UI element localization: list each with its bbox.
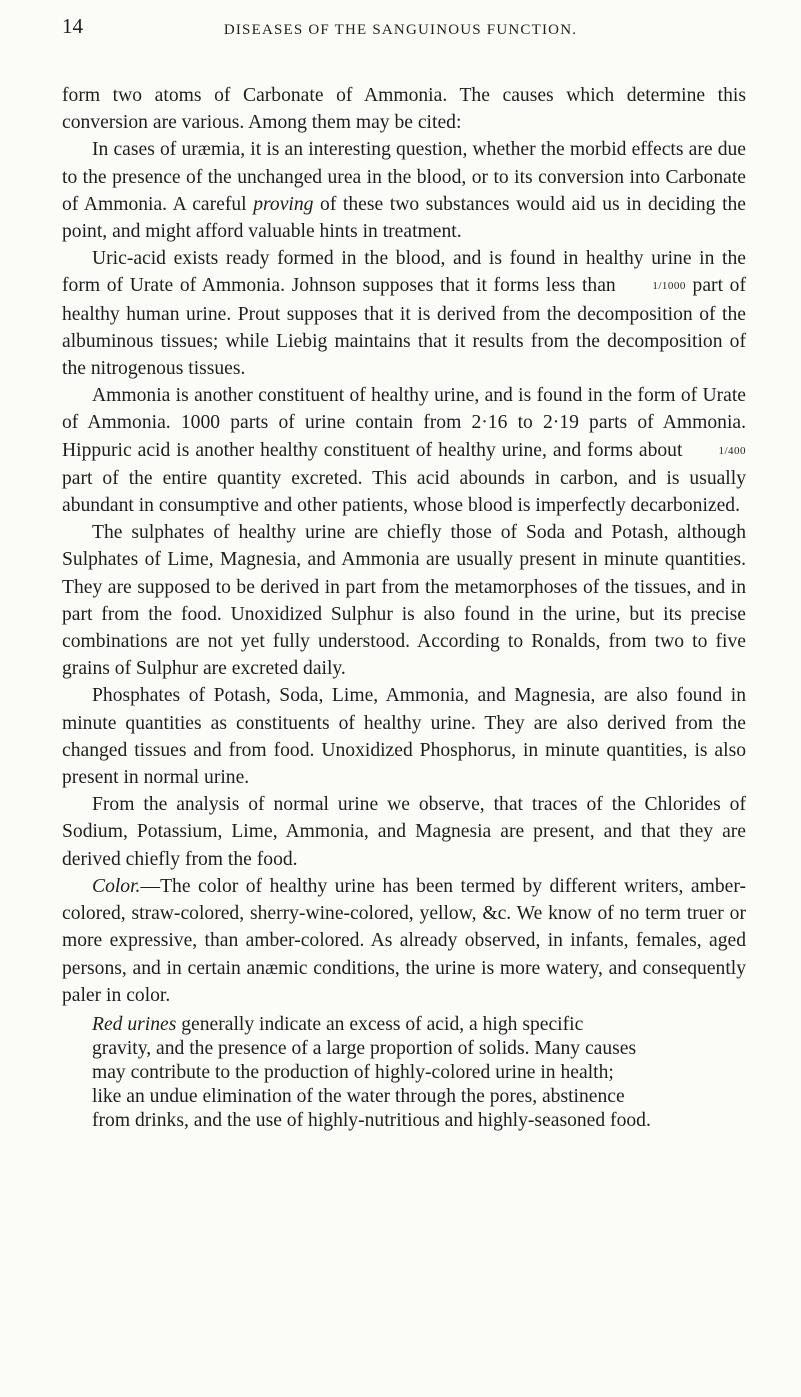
- paragraph-chlorides: From the analysis of normal urine we observe, that traces of the Chlorides of Sodium, Potassium, Lime, Ammonia, and Magnesia are present, and that they are derived chiefly from the food.: [62, 794, 746, 870]
- text-run: of these two substances would aid us in deciding the point, and might afford valuable hints in treatment.: [62, 193, 747, 243]
- paragraph-continuation: form two atoms of Carbonate of Ammonia. The causes which determine this conversion are various. Among them may be cited:: [62, 85, 746, 134]
- emphasis-proving: proving: [253, 193, 314, 215]
- running-head: DISEASES OF THE SANGUINOUS FUNCTION.: [223, 22, 578, 38]
- paragraph-ammonia: [62, 382, 746, 519]
- fraction: 1/400: [718, 444, 746, 457]
- text-run: —The color of healthy urine has been termed by different writers, amber-colored, straw-colored, sherry-wine-colored, yellow, &c. We know of no term truer or more expressive, than amber-colored. As already observed, in infants, females, aged persons, and in certain anæmic conditions, the urine is more watery, and consequently paler in color.: [62, 875, 746, 1006]
- text-line: gravity, and the presence of a large proportion of solids. Many causes: [92, 1037, 637, 1059]
- text-line: may contribute to the production of highly-colored urine in health;: [92, 1061, 614, 1083]
- paragraph-uric-acid: [62, 245, 746, 382]
- paragraph-sulphates: The sulphates of healthy urine are chiefly those of Soda and Potash, although Sulphates of Lime, Magnesia, and Ammonia are usually present in minute quantities. They are supposed to be derived in part from the metamorphoses of the tissues, and in part from the food. Unoxidized Sulphur is also found in the urine, but its precise combinations are not yet fully understood. According to Ronalds, from two to five grains of Sulphur are excreted daily.: [62, 522, 746, 680]
- text-run: Ammonia is another constituent of healthy urine, and is found in the form of Urate of Ammonia. 1000 parts of urine contain from 2·16 to 2·19 parts of Ammonia. Hippuric acid is another healthy constituent of healthy urine, and forms about: [62, 385, 746, 461]
- text-run: In cases of uræmia, it is an interesting question, whether the morbid effects are due to the presence of the unchanged urea in the blood, or to its conversion into Carbonate of Ammonia. A careful: [62, 139, 746, 215]
- emphasis-red-urines: Red urines: [92, 1013, 177, 1035]
- paragraph-uraemia: [62, 136, 746, 245]
- fraction: 1/1000: [652, 280, 686, 293]
- page-number: 14: [62, 14, 83, 38]
- text-run: Uric-acid exists ready formed in the blood, and is found in healthy urine in the form of Urate of Ammonia. Johnson supposes that it forms less than: [62, 248, 746, 297]
- paragraph-phosphates: Phosphates of Potash, Soda, Lime, Ammonia, and Magnesia, are also found in minute quantities as constituents of healthy urine. They are also derived from the changed tissues and from food. Unoxidized Phosphorus, in minute quantities, is also present in normal urine.: [62, 685, 746, 789]
- text-run: part of healthy human urine. Prout supposes that it is derived from the decomposition of the albuminous tissues; while Liebig maintains that it results from the decomposition of the nitrogenous tissues.: [62, 275, 746, 380]
- body-text: [62, 82, 746, 1133]
- page-header: [0, 12, 801, 42]
- section-heading-color: Color.: [92, 875, 141, 897]
- text-line: like an undue elimination of the water through the pores, abstinence: [92, 1085, 625, 1107]
- text-run: generally indicate an excess of acid, a high specific: [176, 1013, 584, 1035]
- text-line: from drinks, and the use of highly-nutritious and highly-seasoned food.: [92, 1109, 651, 1131]
- paragraph-red-urines: [62, 1013, 746, 1133]
- text-line: [62, 1013, 746, 1037]
- paragraph-color: [62, 873, 746, 1009]
- text-run: part of the entire quantity excreted. This acid abounds in carbon, and is usually abundant in consumptive and other patients, whose blood is imperfectly decarbonized.: [62, 467, 746, 517]
